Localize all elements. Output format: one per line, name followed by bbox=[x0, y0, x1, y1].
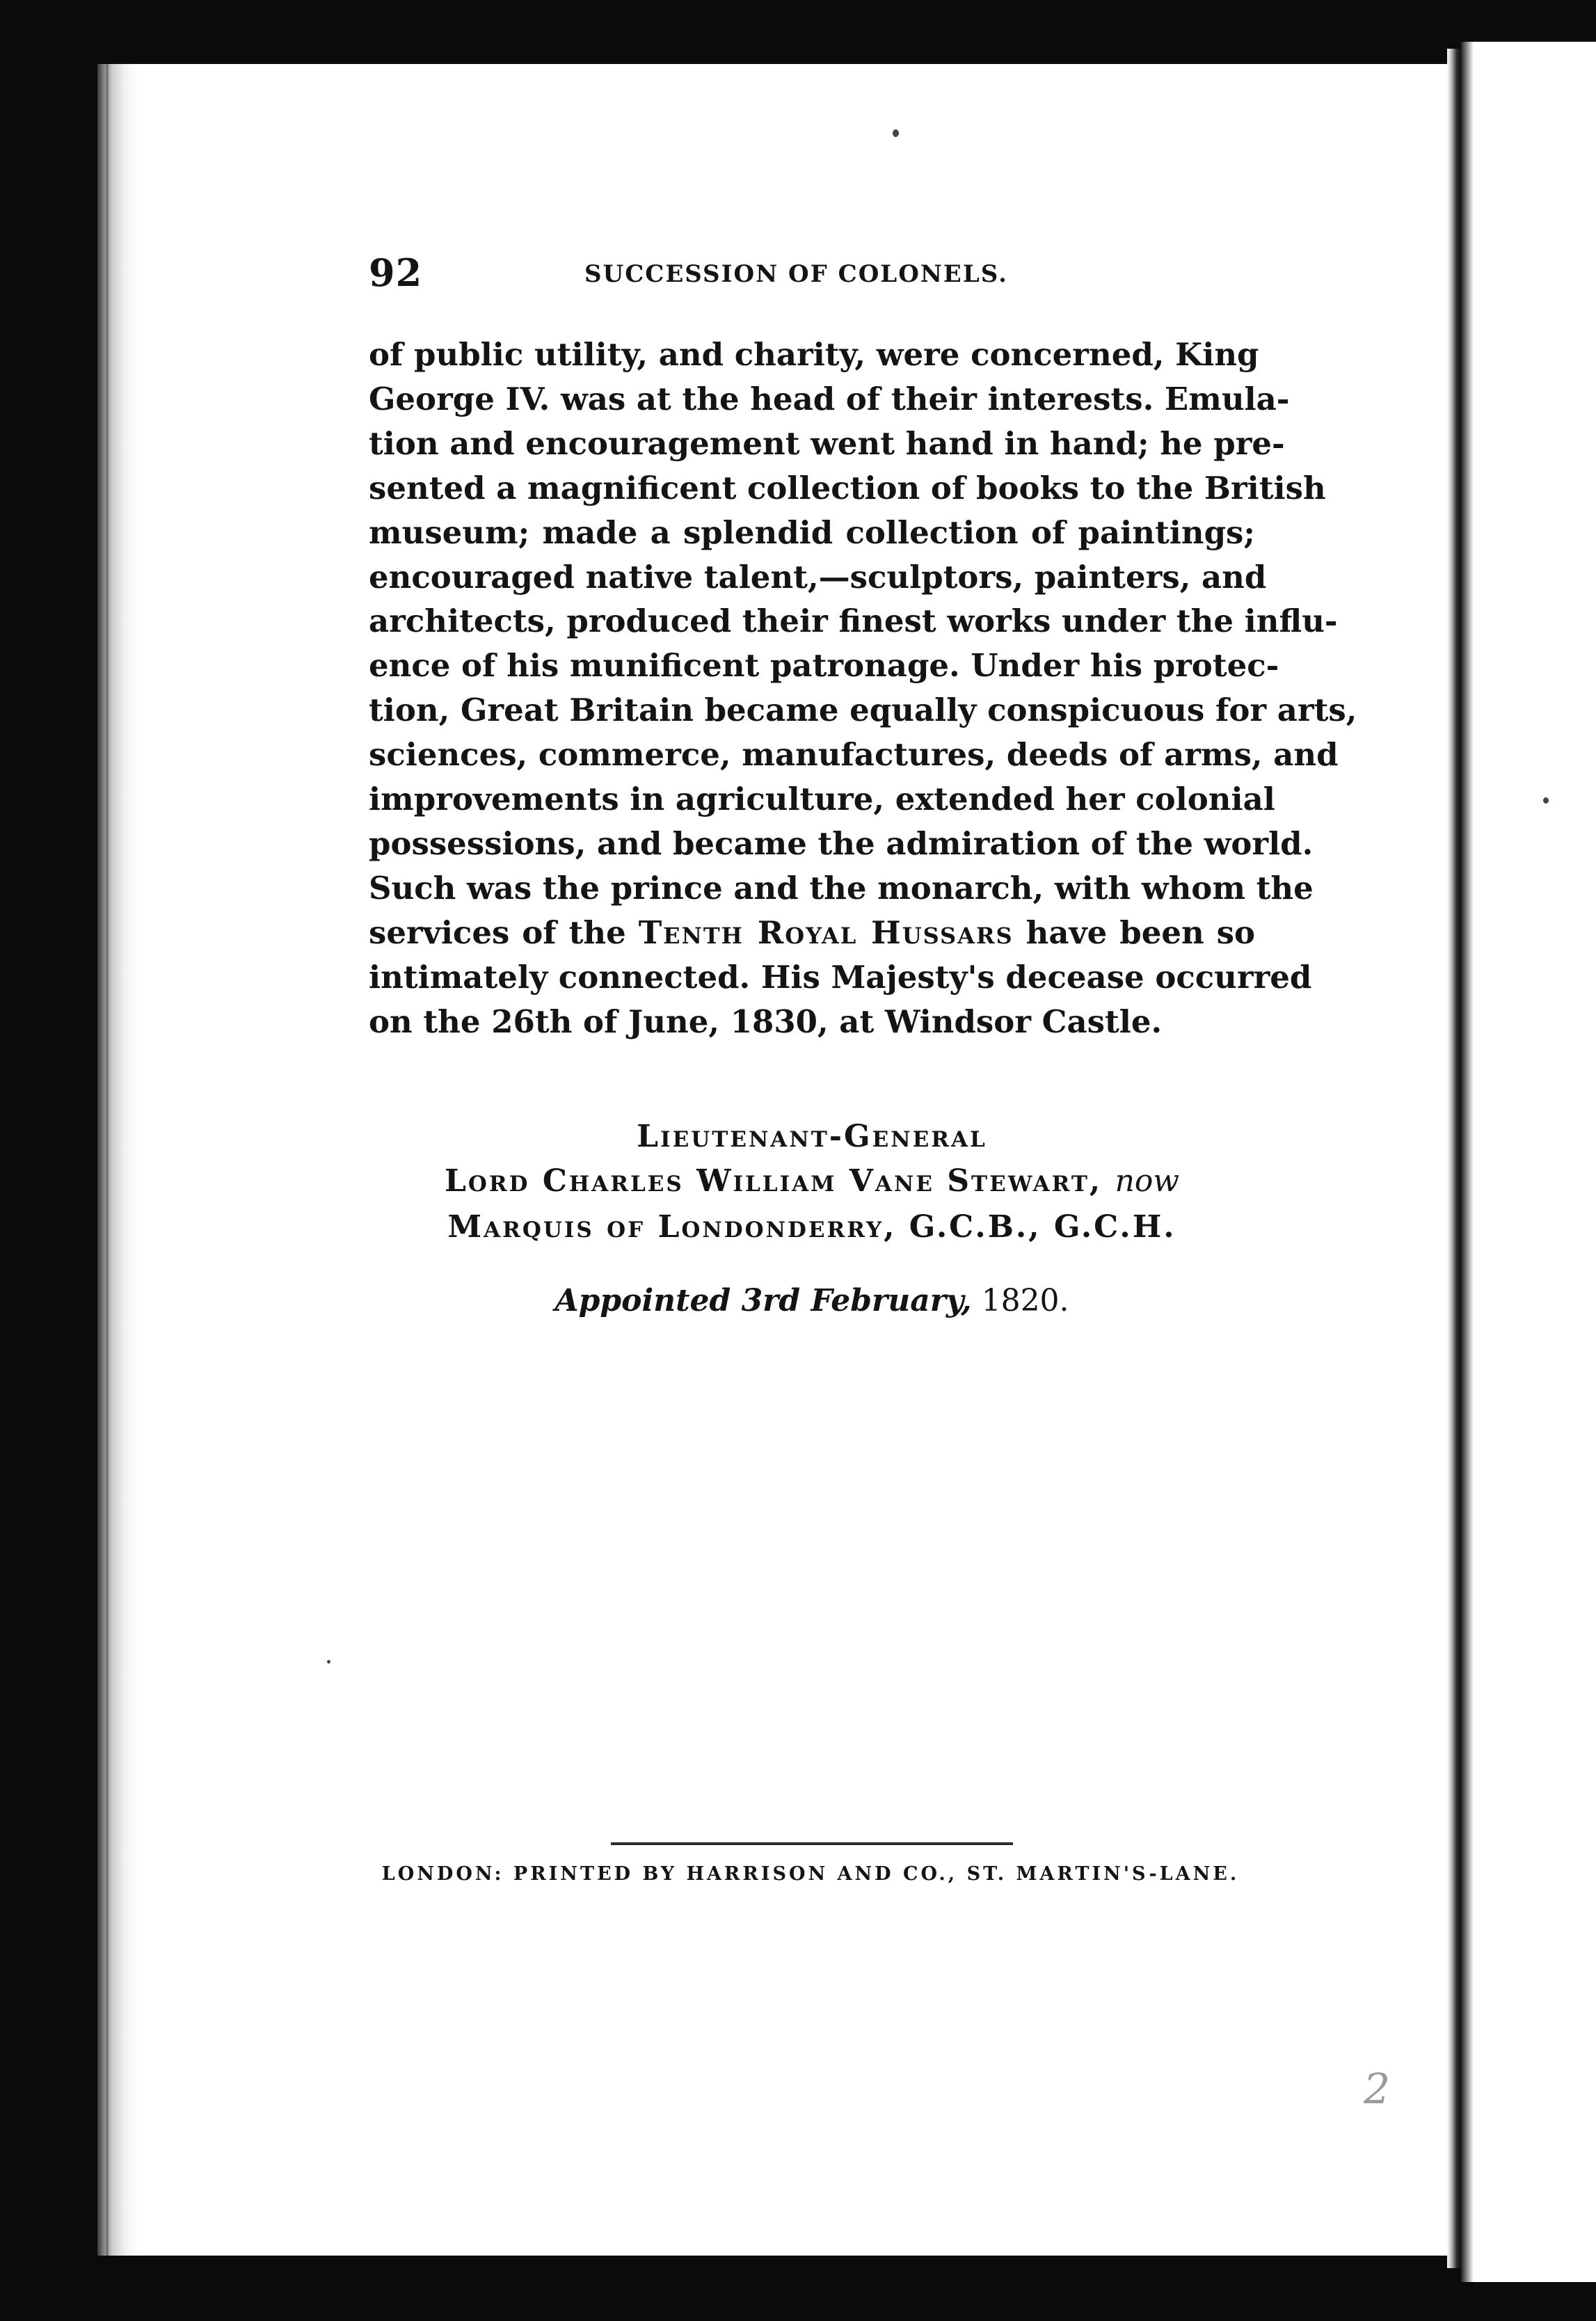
running-title: SUCCESSION OF COLONELS. bbox=[584, 260, 1008, 288]
body-paragraph bbox=[369, 333, 1357, 1044]
body-line: possessions, and became the admiration of the world. bbox=[369, 824, 1314, 862]
colonel-now: now bbox=[1115, 1163, 1180, 1199]
body-line: tion and encouragement went hand in hand; he pre- bbox=[369, 424, 1285, 462]
body-line-regiment bbox=[369, 911, 1255, 955]
body-line: encouraged native talent,—sculptors, painters, and bbox=[369, 558, 1267, 596]
imprint-rule bbox=[611, 1842, 1013, 1845]
running-head bbox=[369, 250, 1252, 299]
body-text-run: services of the bbox=[369, 914, 626, 951]
body-text-run: have been so bbox=[1026, 914, 1255, 951]
body-line: sented a magnificent collection of books to the British bbox=[369, 469, 1326, 507]
printer-imprint: LONDON: PRINTED BY HARRISON AND CO., ST. MARTIN'S-LANE. bbox=[381, 1863, 1240, 1885]
body-line: ence of his munificent patronage. Under his protec- bbox=[369, 647, 1279, 685]
body-line: tion, Great Britain became equally conspicuous for arts, bbox=[369, 692, 1357, 729]
regiment-name: Tenth Royal Hussars bbox=[638, 914, 1014, 951]
colonel-name: Lord Charles William Vane Stewart, bbox=[444, 1163, 1103, 1199]
body-line: intimately connected. His Majesty's decease occurred bbox=[369, 958, 1312, 996]
body-line-last: on the 26th of June, 1830, at Windsor Castle. bbox=[369, 1003, 1163, 1040]
page-edge bbox=[1447, 49, 1461, 2268]
page-number: 92 bbox=[369, 250, 423, 295]
appointment-date bbox=[369, 1283, 1255, 1318]
body-line: architects, produced their finest works under the influ- bbox=[369, 603, 1338, 640]
colonel-title: Marquis of Londonderry, G.C.B., G.C.H. bbox=[447, 1209, 1176, 1245]
speck bbox=[1543, 797, 1549, 804]
colonel-name-line bbox=[369, 1163, 1255, 1199]
body-line: museum; made a splendid collection of paintings; bbox=[369, 513, 1255, 551]
body-line: improvements in agriculture, extended her colonial bbox=[369, 781, 1275, 818]
pencil-annotation: 2 bbox=[1364, 2065, 1391, 2114]
next-page-shadow bbox=[1461, 42, 1474, 2282]
speck bbox=[327, 1660, 330, 1664]
next-page-edge bbox=[1461, 42, 1596, 2282]
appointment-year: 1820. bbox=[981, 1283, 1069, 1318]
body-line: of public utility, and charity, were concerned, King bbox=[369, 336, 1259, 373]
gutter-shadow bbox=[97, 64, 139, 2256]
colonel-rank: Lieutenant-General bbox=[637, 1119, 987, 1154]
gutter-line bbox=[106, 64, 109, 2256]
appointment-label: Appointed 3rd February, bbox=[554, 1283, 972, 1318]
speck bbox=[893, 129, 899, 137]
body-line: George IV. was at the head of their interests. Emula- bbox=[369, 380, 1290, 417]
body-line: Such was the prince and the monarch, with whom the bbox=[369, 869, 1314, 907]
body-line: sciences, commerce, manufactures, deeds of arms, and bbox=[369, 736, 1339, 774]
